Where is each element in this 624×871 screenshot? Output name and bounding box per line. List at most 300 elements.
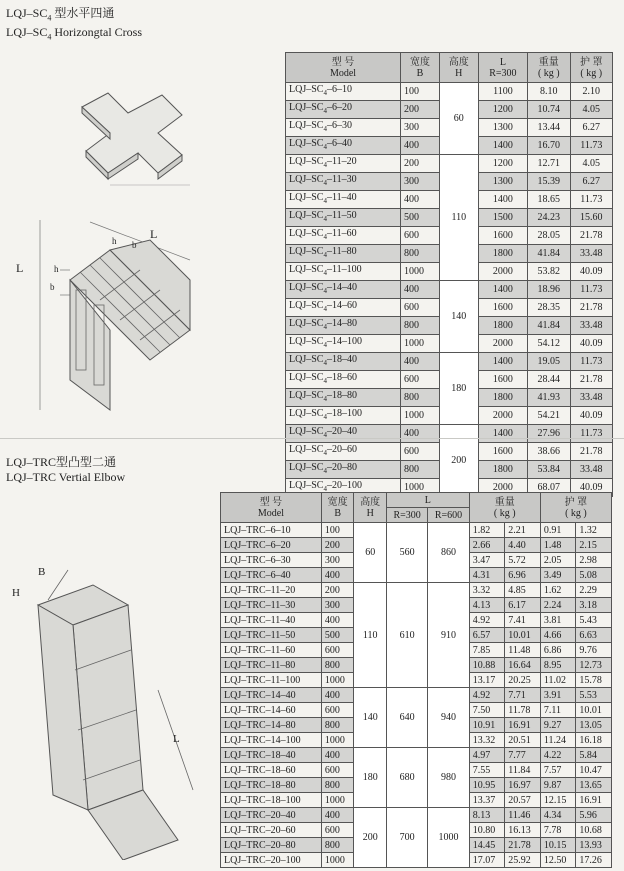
cell-width: 100 xyxy=(401,83,440,101)
cell-cover: 15.60 xyxy=(570,209,612,227)
cell-width: 500 xyxy=(321,628,354,643)
cell-model: LQJ–TRC–11–40 xyxy=(221,613,322,628)
cell-w1: 10.95 xyxy=(469,778,505,793)
table-row xyxy=(221,583,612,598)
cell-width: 400 xyxy=(321,808,354,823)
cell-width: 1000 xyxy=(321,793,354,808)
cell-length: 1400 xyxy=(478,137,527,155)
cell-w1: 10.88 xyxy=(469,658,505,673)
cell-c2: 17.26 xyxy=(576,853,612,868)
cell-width: 400 xyxy=(321,568,354,583)
cell-model: LQJ–TRC–11–20 xyxy=(221,583,322,598)
cell-model: LQJ–$SC_4-14-100$ xyxy=(286,335,401,353)
cell-length: 1800 xyxy=(478,389,527,407)
cell-w1: 1.82 xyxy=(469,523,505,538)
cell-height: 110 xyxy=(439,155,478,281)
cell-weight: 27.96 xyxy=(528,425,570,443)
section2-title-en: LQJ–TRC Vertial Elbow xyxy=(6,470,126,484)
section1-title-en: LQJ–$SC_4$ Horizongtal Cross xyxy=(6,25,142,42)
cell-model: LQJ–TRC–20–40 xyxy=(221,808,322,823)
col-r600: R=600 xyxy=(428,508,469,523)
table-row xyxy=(286,281,613,299)
cell-w1: 4.97 xyxy=(469,748,505,763)
cell-l300: 560 xyxy=(386,523,427,583)
cell-w1: 8.13 xyxy=(469,808,505,823)
cell-width: 600 xyxy=(401,299,440,317)
cell-l600: 940 xyxy=(428,688,469,748)
cell-model: LQJ–TRC–11–100 xyxy=(221,673,322,688)
cell-w2: 21.78 xyxy=(505,838,541,853)
elbow-label-L: L xyxy=(173,733,180,745)
cell-model: LQJ–$SC_4-20-40$ xyxy=(286,425,401,443)
elbow-label-H: H xyxy=(12,587,20,599)
col-cover: 护 罩 ( kg ) xyxy=(570,53,612,83)
cell-length: 1600 xyxy=(478,227,527,245)
cell-model: LQJ–TRC–11–60 xyxy=(221,643,322,658)
cell-height: 180 xyxy=(439,353,478,425)
cell-length: 2000 xyxy=(478,479,527,497)
cell-w2: 11.78 xyxy=(505,703,541,718)
cell-w1: 4.13 xyxy=(469,598,505,613)
cross-cover-drawing xyxy=(70,85,220,215)
cell-w2: 11.46 xyxy=(505,808,541,823)
cell-weight: 28.35 xyxy=(528,299,570,317)
cell-w1: 4.92 xyxy=(469,688,505,703)
cell-model: LQJ–TRC–14–40 xyxy=(221,688,322,703)
cell-c1: 4.22 xyxy=(540,748,576,763)
cell-c1: 2.24 xyxy=(540,598,576,613)
cell-model: LQJ–TRC–11–80 xyxy=(221,658,322,673)
cell-c2: 13.05 xyxy=(576,718,612,733)
col-height: 高度 H xyxy=(354,493,387,523)
table-row xyxy=(286,83,613,101)
cell-model: LQJ–TRC–6–40 xyxy=(221,568,322,583)
cell-length: 1200 xyxy=(478,155,527,173)
cell-c2: 2.98 xyxy=(576,553,612,568)
cell-w2: 16.64 xyxy=(505,658,541,673)
cell-w2: 5.72 xyxy=(505,553,541,568)
cell-w1: 3.47 xyxy=(469,553,505,568)
cell-l300: 680 xyxy=(386,748,427,808)
cell-width: 800 xyxy=(321,658,354,673)
cell-c2: 3.18 xyxy=(576,598,612,613)
cell-length: 1400 xyxy=(478,281,527,299)
cell-width: 800 xyxy=(401,245,440,263)
cell-c2: 9.76 xyxy=(576,643,612,658)
cell-length: 1800 xyxy=(478,245,527,263)
sc4-spec-table xyxy=(285,52,613,497)
cell-cover: 40.09 xyxy=(570,479,612,497)
cell-cover: 21.78 xyxy=(570,371,612,389)
cell-weight: 18.65 xyxy=(528,191,570,209)
cell-c2: 5.53 xyxy=(576,688,612,703)
cell-model: LQJ–TRC–14–60 xyxy=(221,703,322,718)
table-row xyxy=(221,748,612,763)
cell-w1: 4.92 xyxy=(469,613,505,628)
cell-length: 1800 xyxy=(478,461,527,479)
cross-label-L-left: L xyxy=(16,261,24,275)
cell-c2: 2.29 xyxy=(576,583,612,598)
cell-w2: 11.84 xyxy=(505,763,541,778)
cell-model: LQJ–$SC_4-6-10$ xyxy=(286,83,401,101)
cell-w2: 16.13 xyxy=(505,823,541,838)
cell-w1: 7.55 xyxy=(469,763,505,778)
cell-weight: 38.66 xyxy=(528,443,570,461)
section1-title xyxy=(6,6,142,45)
cell-model: LQJ–TRC–6–30 xyxy=(221,553,322,568)
cell-c2: 16.91 xyxy=(576,793,612,808)
cell-width: 400 xyxy=(321,748,354,763)
cell-c1: 4.34 xyxy=(540,808,576,823)
cell-c2: 10.47 xyxy=(576,763,612,778)
col-width: 宽度 B xyxy=(401,53,440,83)
cell-width: 800 xyxy=(321,718,354,733)
cell-cover: 21.78 xyxy=(570,227,612,245)
cell-model: LQJ–TRC–20–100 xyxy=(221,853,322,868)
col-model: 型 号 Model xyxy=(286,53,401,83)
cell-model: LQJ–$SC_4-18-40$ xyxy=(286,353,401,371)
cell-length: 1600 xyxy=(478,371,527,389)
col-length: L xyxy=(386,493,469,508)
section2-title-cn: LQJ–TRC型凸型二通 xyxy=(6,455,117,469)
cell-c1: 7.57 xyxy=(540,763,576,778)
cell-w1: 10.80 xyxy=(469,823,505,838)
cell-length: 2000 xyxy=(478,335,527,353)
col-cover: 护 罩 ( kg ) xyxy=(540,493,611,523)
cell-c1: 6.86 xyxy=(540,643,576,658)
cell-cover: 40.09 xyxy=(570,263,612,281)
cell-cover: 33.48 xyxy=(570,245,612,263)
cell-c2: 1.32 xyxy=(576,523,612,538)
cell-model: LQJ–$SC_4-18-80$ xyxy=(286,389,401,407)
cell-l300: 700 xyxy=(386,808,427,868)
cell-w1: 7.85 xyxy=(469,643,505,658)
cell-width: 200 xyxy=(401,155,440,173)
cell-weight: 8.10 xyxy=(528,83,570,101)
cell-height: 60 xyxy=(354,523,387,583)
cell-width: 1000 xyxy=(401,407,440,425)
cell-c2: 5.43 xyxy=(576,613,612,628)
cell-c1: 1.62 xyxy=(540,583,576,598)
table-row xyxy=(286,353,613,371)
cell-width: 800 xyxy=(321,838,354,853)
cell-model: LQJ–TRC–14–100 xyxy=(221,733,322,748)
cell-c1: 8.95 xyxy=(540,658,576,673)
cell-c2: 5.84 xyxy=(576,748,612,763)
cell-width: 800 xyxy=(401,389,440,407)
col-height: 高度 H xyxy=(439,53,478,83)
cell-model: LQJ–TRC–6–20 xyxy=(221,538,322,553)
cell-w2: 2.21 xyxy=(505,523,541,538)
cell-width: 1000 xyxy=(401,335,440,353)
cell-length: 2000 xyxy=(478,407,527,425)
cell-length: 1100 xyxy=(478,83,527,101)
cell-length: 1600 xyxy=(478,443,527,461)
cell-width: 1000 xyxy=(401,263,440,281)
cell-c2: 6.63 xyxy=(576,628,612,643)
cell-width: 200 xyxy=(321,538,354,553)
cell-cover: 11.73 xyxy=(570,425,612,443)
cell-width: 300 xyxy=(401,119,440,137)
cell-model: LQJ–$SC_4-14-40$ xyxy=(286,281,401,299)
cell-weight: 53.82 xyxy=(528,263,570,281)
elbow-label-B: B xyxy=(38,566,46,578)
cell-model: LQJ–TRC–11–50 xyxy=(221,628,322,643)
cell-weight: 54.12 xyxy=(528,335,570,353)
cell-length: 2000 xyxy=(478,263,527,281)
cell-weight: 15.39 xyxy=(528,173,570,191)
cell-w1: 13.37 xyxy=(469,793,505,808)
cell-weight: 19.05 xyxy=(528,353,570,371)
cell-c1: 3.49 xyxy=(540,568,576,583)
cell-height: 180 xyxy=(354,748,387,808)
cell-model: LQJ–TRC–18–100 xyxy=(221,793,322,808)
cell-width: 400 xyxy=(401,353,440,371)
cell-weight: 53.84 xyxy=(528,461,570,479)
cell-length: 1200 xyxy=(478,101,527,119)
cell-model: LQJ–$SC_4-6-30$ xyxy=(286,119,401,137)
table-row xyxy=(286,155,613,173)
cell-model: LQJ–$SC_4-14-60$ xyxy=(286,299,401,317)
cell-model: LQJ–TRC–14–80 xyxy=(221,718,322,733)
cell-model: LQJ–$SC_4-20-60$ xyxy=(286,443,401,461)
cell-length: 1400 xyxy=(478,425,527,443)
cell-c1: 1.48 xyxy=(540,538,576,553)
cell-width: 1000 xyxy=(321,733,354,748)
cell-c2: 16.18 xyxy=(576,733,612,748)
cell-width: 400 xyxy=(321,613,354,628)
cell-c2: 13.93 xyxy=(576,838,612,853)
cell-c1: 10.15 xyxy=(540,838,576,853)
cell-model: LQJ–$SC_4-11-50$ xyxy=(286,209,401,227)
cell-w1: 3.32 xyxy=(469,583,505,598)
cell-w2: 16.91 xyxy=(505,718,541,733)
cell-model: LQJ–TRC–18–60 xyxy=(221,763,322,778)
cell-w2: 25.92 xyxy=(505,853,541,868)
cross-label-L-top: L xyxy=(150,227,158,241)
cell-l600: 1000 xyxy=(428,808,469,868)
cell-width: 800 xyxy=(401,461,440,479)
cell-width: 600 xyxy=(321,823,354,838)
col-weight: 重量 ( kg ) xyxy=(528,53,570,83)
cell-width: 600 xyxy=(401,227,440,245)
cell-weight: 18.96 xyxy=(528,281,570,299)
cell-cover: 33.48 xyxy=(570,389,612,407)
cell-cover: 11.73 xyxy=(570,281,612,299)
trc-spec-table xyxy=(220,492,612,868)
cell-w2: 20.57 xyxy=(505,793,541,808)
cell-model: LQJ–TRC–20–60 xyxy=(221,823,322,838)
cell-weight: 16.70 xyxy=(528,137,570,155)
col-width: 宽度 B xyxy=(321,493,354,523)
cell-model: LQJ–$SC_4-18-100$ xyxy=(286,407,401,425)
cell-weight: 54.21 xyxy=(528,407,570,425)
cell-weight: 68.07 xyxy=(528,479,570,497)
cell-length: 1300 xyxy=(478,119,527,137)
cell-model: LQJ–TRC–11–30 xyxy=(221,598,322,613)
cell-model: LQJ–TRC–18–40 xyxy=(221,748,322,763)
cell-c2: 5.08 xyxy=(576,568,612,583)
cell-c2: 12.73 xyxy=(576,658,612,673)
cell-w1: 2.66 xyxy=(469,538,505,553)
cell-cover: 33.48 xyxy=(570,317,612,335)
cell-length: 1400 xyxy=(478,353,527,371)
cell-w2: 10.01 xyxy=(505,628,541,643)
cell-w2: 4.85 xyxy=(505,583,541,598)
cell-height: 60 xyxy=(439,83,478,155)
col-model: 型 号 Model xyxy=(221,493,322,523)
cell-cover: 4.05 xyxy=(570,101,612,119)
cell-model: LQJ–$SC_4-11-100$ xyxy=(286,263,401,281)
table-row xyxy=(221,688,612,703)
cell-height: 200 xyxy=(439,425,478,497)
table-row xyxy=(286,425,613,443)
cell-cover: 21.78 xyxy=(570,443,612,461)
cell-width: 1000 xyxy=(321,853,354,868)
cell-model: LQJ–TRC–18–80 xyxy=(221,778,322,793)
cell-weight: 10.74 xyxy=(528,101,570,119)
section2-title xyxy=(6,455,125,485)
cell-model: LQJ–TRC–20–80 xyxy=(221,838,322,853)
cell-width: 200 xyxy=(401,101,440,119)
cell-c1: 9.87 xyxy=(540,778,576,793)
cell-model: LQJ–$SC_4-11-60$ xyxy=(286,227,401,245)
col-r300: R=300 xyxy=(386,508,427,523)
col-length: L R=300 xyxy=(478,53,527,83)
cell-model: LQJ–$SC_4-20-100$ xyxy=(286,479,401,497)
cell-height: 200 xyxy=(354,808,387,868)
cell-l600: 910 xyxy=(428,583,469,688)
cell-cover: 40.09 xyxy=(570,335,612,353)
cell-cover: 11.73 xyxy=(570,353,612,371)
cell-w1: 4.31 xyxy=(469,568,505,583)
cell-width: 500 xyxy=(401,209,440,227)
cell-weight: 12.71 xyxy=(528,155,570,173)
cell-c1: 2.05 xyxy=(540,553,576,568)
cell-width: 600 xyxy=(401,443,440,461)
cell-c1: 7.11 xyxy=(540,703,576,718)
cross-label-b2: b xyxy=(50,282,55,292)
cell-c1: 7.78 xyxy=(540,823,576,838)
cell-w2: 20.25 xyxy=(505,673,541,688)
cell-w2: 7.71 xyxy=(505,688,541,703)
cell-weight: 41.84 xyxy=(528,245,570,263)
cell-c1: 3.91 xyxy=(540,688,576,703)
cell-w2: 16.97 xyxy=(505,778,541,793)
cell-width: 300 xyxy=(321,598,354,613)
cell-width: 600 xyxy=(401,371,440,389)
cell-cover: 4.05 xyxy=(570,155,612,173)
cell-height: 140 xyxy=(439,281,478,353)
cross-label-h2: h xyxy=(54,264,59,274)
cell-c1: 12.50 xyxy=(540,853,576,868)
table-row xyxy=(221,808,612,823)
cell-weight: 28.44 xyxy=(528,371,570,389)
cell-l300: 610 xyxy=(386,583,427,688)
cell-cover: 11.73 xyxy=(570,191,612,209)
cell-model: LQJ–$SC_4-18-60$ xyxy=(286,371,401,389)
cell-cover: 21.78 xyxy=(570,299,612,317)
cell-w1: 13.17 xyxy=(469,673,505,688)
cell-width: 400 xyxy=(401,137,440,155)
cell-w1: 17.07 xyxy=(469,853,505,868)
cross-label-b1: b xyxy=(132,240,137,250)
cell-model: LQJ–$SC_4-11-20$ xyxy=(286,155,401,173)
cell-c2: 15.78 xyxy=(576,673,612,688)
cell-weight: 24.23 xyxy=(528,209,570,227)
cell-weight: 41.84 xyxy=(528,317,570,335)
cell-model: LQJ–$SC_4-11-80$ xyxy=(286,245,401,263)
cell-width: 400 xyxy=(401,425,440,443)
cell-model: LQJ–$SC_4-6-40$ xyxy=(286,137,401,155)
cell-weight: 41.93 xyxy=(528,389,570,407)
cell-length: 1800 xyxy=(478,317,527,335)
cell-width: 1000 xyxy=(401,479,440,497)
cell-w1: 7.50 xyxy=(469,703,505,718)
cell-l300: 640 xyxy=(386,688,427,748)
cell-c1: 11.02 xyxy=(540,673,576,688)
cell-l600: 980 xyxy=(428,748,469,808)
cell-length: 1500 xyxy=(478,209,527,227)
cell-width: 600 xyxy=(321,703,354,718)
cell-cover: 2.10 xyxy=(570,83,612,101)
cell-width: 600 xyxy=(321,763,354,778)
cross-tray-drawing xyxy=(10,210,210,430)
cell-cover: 6.27 xyxy=(570,173,612,191)
cell-weight: 28.05 xyxy=(528,227,570,245)
cell-width: 200 xyxy=(321,583,354,598)
cell-c2: 5.96 xyxy=(576,808,612,823)
cell-c1: 4.66 xyxy=(540,628,576,643)
cell-w1: 6.57 xyxy=(469,628,505,643)
table-row xyxy=(221,523,612,538)
cell-height: 140 xyxy=(354,688,387,748)
cell-model: LQJ–$SC_4-11-40$ xyxy=(286,191,401,209)
cell-cover: 11.73 xyxy=(570,137,612,155)
cell-c2: 10.68 xyxy=(576,823,612,838)
cell-model: LQJ–TRC–6–10 xyxy=(221,523,322,538)
cell-w2: 11.48 xyxy=(505,643,541,658)
cell-w2: 4.40 xyxy=(505,538,541,553)
cell-c2: 13.65 xyxy=(576,778,612,793)
cell-width: 400 xyxy=(401,281,440,299)
cell-w2: 6.17 xyxy=(505,598,541,613)
cell-width: 400 xyxy=(401,191,440,209)
cell-weight: 13.44 xyxy=(528,119,570,137)
col-weight: 重量 ( kg ) xyxy=(469,493,540,523)
cell-height: 110 xyxy=(354,583,387,688)
cell-width: 400 xyxy=(321,688,354,703)
cell-c1: 11.24 xyxy=(540,733,576,748)
cell-l600: 860 xyxy=(428,523,469,583)
cell-cover: 6.27 xyxy=(570,119,612,137)
cell-model: LQJ–$SC_4-11-30$ xyxy=(286,173,401,191)
cell-model: LQJ–$SC_4-20-80$ xyxy=(286,461,401,479)
cell-c1: 9.27 xyxy=(540,718,576,733)
cell-width: 600 xyxy=(321,643,354,658)
cell-w1: 14.45 xyxy=(469,838,505,853)
cell-w2: 7.41 xyxy=(505,613,541,628)
elbow-tray-drawing xyxy=(8,560,208,860)
cell-cover: 33.48 xyxy=(570,461,612,479)
cell-w2: 7.77 xyxy=(505,748,541,763)
cell-width: 1000 xyxy=(321,673,354,688)
cell-c1: 3.81 xyxy=(540,613,576,628)
cell-c1: 0.91 xyxy=(540,523,576,538)
cell-width: 800 xyxy=(401,317,440,335)
cell-width: 300 xyxy=(321,553,354,568)
cross-label-h1: h xyxy=(112,236,117,246)
